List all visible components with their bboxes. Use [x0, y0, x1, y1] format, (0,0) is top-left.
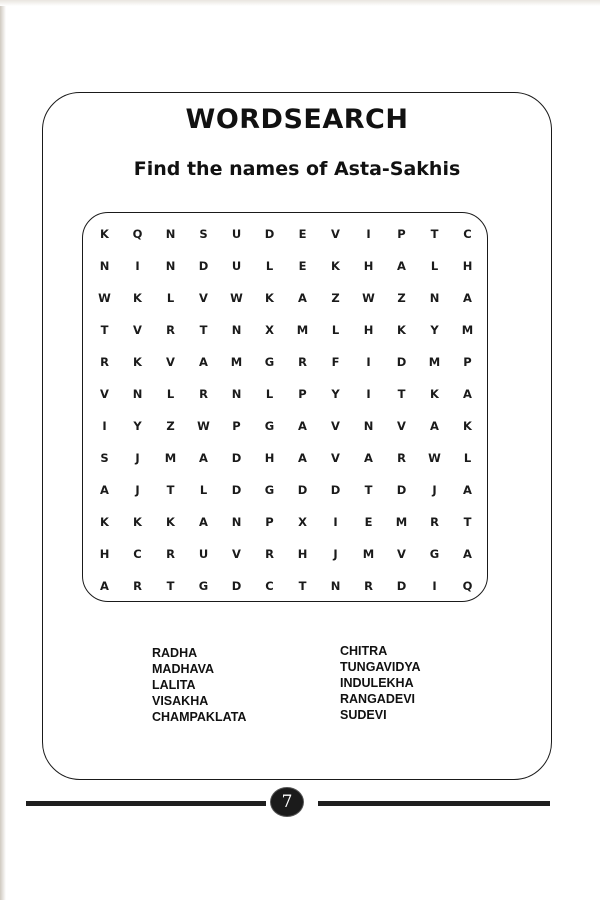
page-title: WORDSEARCH — [185, 104, 409, 135]
word-list-item: RANGADEVI — [340, 692, 416, 706]
letter-grid — [88, 218, 484, 602]
grid-letter: W — [362, 291, 375, 305]
grid-letter: J — [135, 451, 140, 465]
grid-letter: H — [363, 259, 374, 273]
grid-letter: L — [199, 483, 208, 497]
grid-letter: L — [331, 323, 340, 337]
grid-letter: V — [397, 547, 406, 561]
grid-letter: P — [232, 419, 241, 433]
grid-letter: C — [265, 579, 274, 593]
grid-letter: R — [100, 355, 109, 369]
grid-letter: M — [362, 547, 375, 561]
grid-letter: A — [100, 483, 109, 497]
grid-letter: V — [331, 419, 340, 433]
page-subtitle: Find the names of Asta-Sakhis — [133, 158, 461, 180]
grid-letter: I — [366, 387, 371, 401]
grid-letter: K — [100, 515, 109, 529]
grid-letter: Z — [397, 291, 406, 305]
word-list-item: SUDEVI — [340, 708, 387, 722]
grid-letter: H — [462, 259, 473, 273]
grid-letter: M — [296, 323, 309, 337]
grid-letter: N — [429, 291, 440, 305]
grid-letter: J — [432, 483, 437, 497]
grid-letter: N — [363, 419, 374, 433]
grid-letter: A — [100, 579, 109, 593]
grid-letter: Q — [462, 579, 473, 593]
grid-letter: E — [298, 259, 307, 273]
grid-letter: G — [264, 483, 275, 497]
grid-letter: Y — [331, 387, 340, 401]
grid-letter: A — [463, 387, 472, 401]
grid-letter: V — [133, 323, 142, 337]
grid-letter: T — [166, 483, 175, 497]
grid-letter: K — [397, 323, 406, 337]
grid-letter: X — [265, 323, 274, 337]
grid-letter: J — [333, 547, 338, 561]
grid-letter: W — [230, 291, 243, 305]
grid-letter: U — [231, 227, 242, 241]
grid-letter: G — [264, 419, 275, 433]
word-list-item: LALITA — [152, 678, 196, 692]
grid-letter: Z — [166, 419, 175, 433]
grid-letter: A — [463, 483, 472, 497]
grid-letter: P — [265, 515, 274, 529]
grid-letter: K — [133, 355, 142, 369]
word-list-item: VISAKHA — [152, 694, 209, 708]
grid-letter: M — [428, 355, 441, 369]
grid-letter: H — [297, 547, 308, 561]
grid-letter: K — [265, 291, 274, 305]
grid-letter: D — [231, 579, 242, 593]
grid-letter: I — [333, 515, 338, 529]
grid-letter: V — [100, 387, 109, 401]
grid-letter: M — [164, 451, 177, 465]
grid-letter: D — [231, 483, 242, 497]
word-list-left — [152, 645, 246, 725]
grid-letter: H — [99, 547, 110, 561]
grid-letter: T — [166, 579, 175, 593]
grid-letter: S — [100, 451, 109, 465]
grid-letter: T — [100, 323, 109, 337]
grid-letter: K — [166, 515, 175, 529]
word-list-item: TUNGAVIDYA — [340, 660, 421, 674]
grid-letter: R — [430, 515, 439, 529]
grid-letter: A — [430, 419, 439, 433]
grid-letter: A — [199, 515, 208, 529]
grid-letter: I — [366, 227, 371, 241]
grid-letter: H — [363, 323, 374, 337]
grid-letter: S — [199, 227, 208, 241]
grid-letter: T — [364, 483, 373, 497]
grid-letter: F — [331, 355, 340, 369]
grid-letter: U — [198, 547, 209, 561]
grid-letter: C — [133, 547, 142, 561]
grid-letter: A — [397, 259, 406, 273]
grid-letter: I — [102, 419, 107, 433]
grid-letter: M — [461, 323, 474, 337]
grid-letter: L — [463, 451, 472, 465]
footer-rule-left — [26, 801, 266, 806]
grid-letter: A — [199, 355, 208, 369]
word-list-item: MADHAVA — [152, 662, 215, 676]
grid-letter: U — [231, 259, 242, 273]
grid-letter: I — [432, 579, 437, 593]
grid-letter: N — [231, 387, 242, 401]
grid-letter: D — [231, 451, 242, 465]
grid-letter: T — [463, 515, 472, 529]
grid-letter: L — [430, 259, 439, 273]
grid-letter: N — [231, 515, 242, 529]
grid-letter: T — [430, 227, 439, 241]
grid-letter: L — [265, 259, 274, 273]
grid-letter: N — [165, 227, 176, 241]
grid-letter: K — [100, 227, 109, 241]
grid-letter: W — [428, 451, 441, 465]
grid-letter: N — [132, 387, 143, 401]
grid-letter: W — [98, 291, 111, 305]
footer-rule-right — [318, 801, 550, 806]
grid-letter: D — [396, 483, 407, 497]
grid-letter: V — [199, 291, 208, 305]
grid-letter: R — [166, 547, 175, 561]
word-list-right — [340, 643, 421, 723]
word-list-item: CHAMPAKLATA — [152, 710, 247, 724]
grid-letter: D — [396, 579, 407, 593]
grid-letter: A — [463, 291, 472, 305]
grid-letter: W — [197, 419, 210, 433]
grid-letter: P — [463, 355, 472, 369]
grid-letter: R — [265, 547, 274, 561]
grid-letter: V — [331, 227, 340, 241]
grid-letter: N — [165, 259, 176, 273]
grid-letter: K — [133, 515, 142, 529]
grid-letter: L — [166, 387, 175, 401]
grid-letter: A — [298, 291, 307, 305]
grid-letter: R — [364, 579, 373, 593]
grid-letter: D — [297, 483, 308, 497]
page-edge-shadow — [0, 0, 6, 900]
grid-letter: C — [463, 227, 472, 241]
grid-letter: K — [463, 419, 472, 433]
word-list-item: RADHA — [152, 646, 198, 660]
grid-letter: A — [298, 451, 307, 465]
grid-letter: T — [199, 323, 208, 337]
grid-letter: G — [264, 355, 275, 369]
grid-letter: D — [264, 227, 275, 241]
grid-letter: A — [463, 547, 472, 561]
grid-letter: X — [298, 515, 307, 529]
grid-letter: E — [364, 515, 373, 529]
grid-letter: N — [330, 579, 341, 593]
grid-letter: R — [166, 323, 175, 337]
grid-letter: M — [395, 515, 408, 529]
grid-letter: H — [264, 451, 275, 465]
grid-letter: N — [99, 259, 110, 273]
grid-letter: R — [298, 355, 307, 369]
word-list-item: INDULEKHA — [340, 676, 414, 690]
page-number: 7 — [270, 787, 304, 817]
grid-letter: P — [397, 227, 406, 241]
grid-letter: I — [135, 259, 140, 273]
grid-letter: K — [133, 291, 142, 305]
grid-letter: Q — [132, 227, 143, 241]
grid-letter: R — [133, 579, 142, 593]
grid-letter: G — [429, 547, 440, 561]
grid-letter: L — [166, 291, 175, 305]
grid-letter: P — [298, 387, 307, 401]
grid-letter: V — [397, 419, 406, 433]
grid-letter: E — [298, 227, 307, 241]
grid-letter: A — [298, 419, 307, 433]
grid-letter: Z — [331, 291, 340, 305]
grid-letter: V — [232, 547, 241, 561]
grid-letter: T — [397, 387, 406, 401]
grid-letter: D — [198, 259, 209, 273]
grid-letter: D — [396, 355, 407, 369]
grid-letter: G — [198, 579, 209, 593]
grid-letter: D — [330, 483, 341, 497]
grid-letter: Y — [430, 323, 439, 337]
word-list-item: CHITRA — [340, 644, 388, 658]
grid-letter: R — [397, 451, 406, 465]
grid-letter: K — [331, 259, 340, 273]
grid-letter: A — [364, 451, 373, 465]
grid-letter: I — [366, 355, 371, 369]
grid-letter: A — [199, 451, 208, 465]
grid-letter: T — [298, 579, 307, 593]
grid-letter: L — [265, 387, 274, 401]
grid-letter: K — [430, 387, 439, 401]
grid-letter: R — [199, 387, 208, 401]
grid-letter: N — [231, 323, 242, 337]
page-top-shadow — [0, 0, 600, 6]
grid-letter: V — [166, 355, 175, 369]
grid-letter: J — [135, 483, 140, 497]
grid-letter: V — [331, 451, 340, 465]
grid-letter: Y — [133, 419, 142, 433]
grid-letter: M — [230, 355, 243, 369]
